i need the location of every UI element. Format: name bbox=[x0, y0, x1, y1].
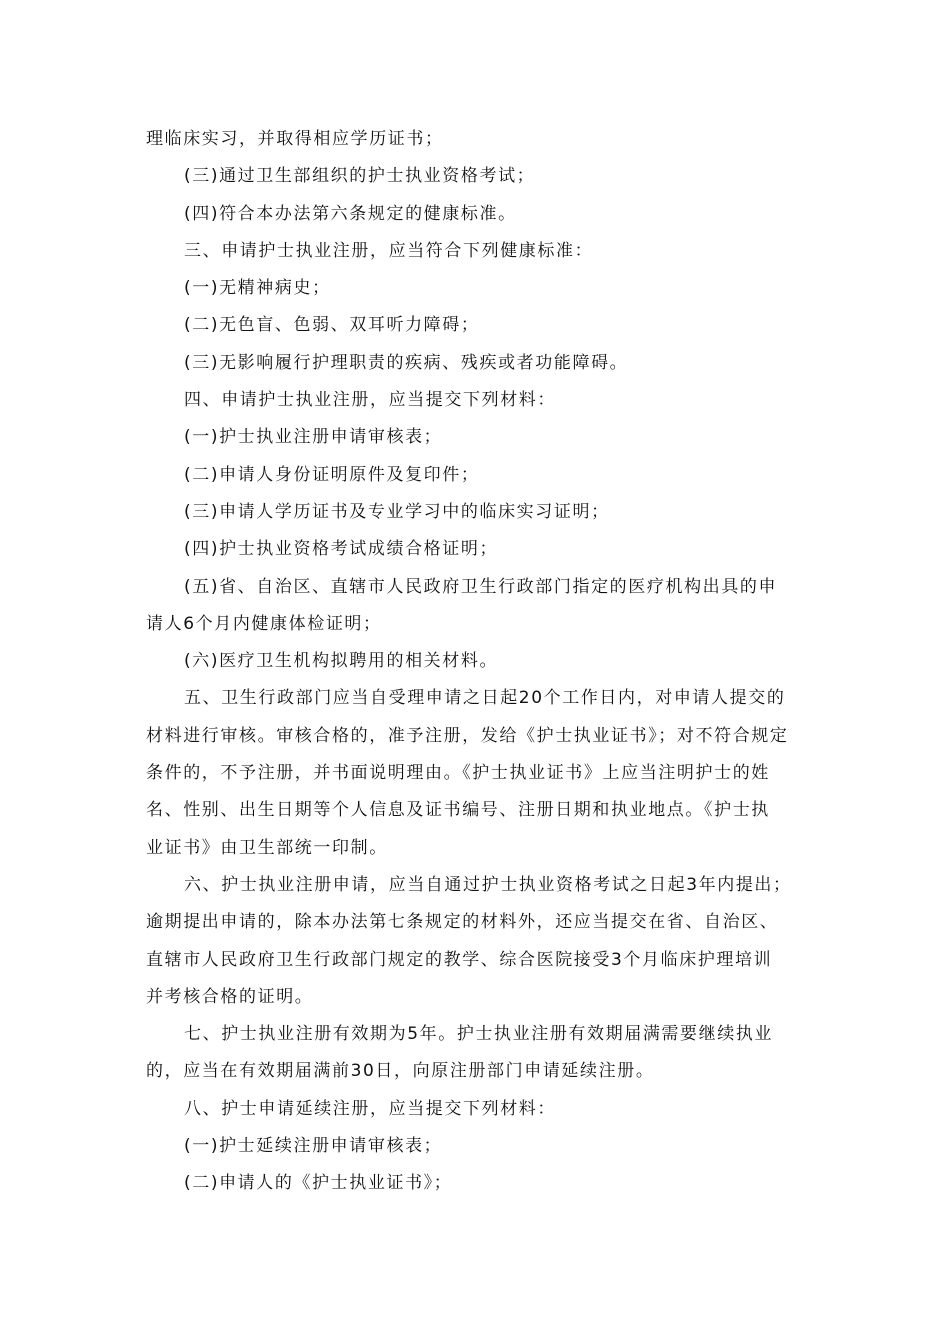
text-line-17: 材料进行审核。审核合格的，准予注册，发给《护士执业证书》；对不符合规定 bbox=[146, 725, 789, 746]
text-line-27: 八、护士申请延续注册，应当提交下列材料： bbox=[184, 1098, 556, 1119]
text-line-14: 请人6个月内健康体检证明； bbox=[146, 613, 382, 634]
text-line-8: 四、申请护士执业注册，应当提交下列材料： bbox=[184, 390, 556, 411]
text-line-23: 直辖市人民政府卫生行政部门规定的教学、综合医院接受3个月临床护理培训 bbox=[146, 949, 773, 970]
text-line-25: 七、护士执业注册有效期为5年。护士执业注册有效期届满需要继续执业 bbox=[184, 1024, 774, 1045]
text-line-19: 名、性别、出生日期等个人信息及证书编号、注册日期和执业地点。《护士执 bbox=[146, 800, 770, 821]
text-line-21: 六、护士执业注册申请，应当自通过护士执业资格考试之日起3年内提出； bbox=[184, 874, 792, 895]
text-line-5: (一)无精神病史； bbox=[184, 278, 331, 299]
text-line-15: (六)医疗卫生机构拟聘用的相关材料。 bbox=[184, 651, 499, 672]
text-line-6: (二)无色盲、色弱、双耳听力障碍； bbox=[184, 315, 480, 336]
text-line-1: 理临床实习，并取得相应学历证书； bbox=[146, 129, 444, 149]
text-line-10: (二)申请人身份证明原件及复印件； bbox=[184, 464, 480, 485]
document-body bbox=[146, 121, 806, 1203]
text-line-9: (一)护士执业注册申请审核表； bbox=[184, 427, 443, 448]
text-line-12: (四)护士执业资格考试成绩合格证明； bbox=[184, 539, 499, 560]
text-line-22: 逾期提出申请的，除本办法第七条规定的材料外，还应当提交在省、自治区、 bbox=[146, 912, 779, 933]
text-line-20: 业证书》由卫生部统一印制。 bbox=[146, 837, 388, 858]
text-line-2: (三)通过卫生部组织的护士执业资格考试； bbox=[184, 166, 536, 187]
text-line-24: 并考核合格的证明。 bbox=[146, 986, 314, 1007]
text-line-16: 五、卫生行政部门应当自受理申请之日起20个工作日内，对申请人提交的 bbox=[184, 688, 786, 709]
text-line-26: 的，应当在有效期届满前30日，向原注册部门申请延续注册。 bbox=[146, 1061, 655, 1082]
text-line-28: (一)护士延续注册申请审核表； bbox=[184, 1136, 443, 1157]
text-line-18: 条件的，不予注册，并书面说明理由。《护士执业证书》上应当注明护士的姓 bbox=[146, 763, 770, 784]
text-line-13: (五)省、自治区、直辖市人民政府卫生行政部门指定的医疗机构出具的申 bbox=[184, 576, 778, 597]
text-line-11: (三)申请人学历证书及专业学习中的临床实习证明； bbox=[184, 501, 610, 522]
text-line-7: (三)无影响履行护理职责的疾病、残疾或者功能障碍。 bbox=[184, 352, 629, 373]
text-line-29: (二)申请人的《护士执业证书》； bbox=[184, 1173, 453, 1194]
text-line-3: (四)符合本办法第六条规定的健康标准。 bbox=[184, 203, 517, 224]
text-line-4: 三、申请护士执业注册，应当符合下列健康标准： bbox=[184, 240, 594, 261]
